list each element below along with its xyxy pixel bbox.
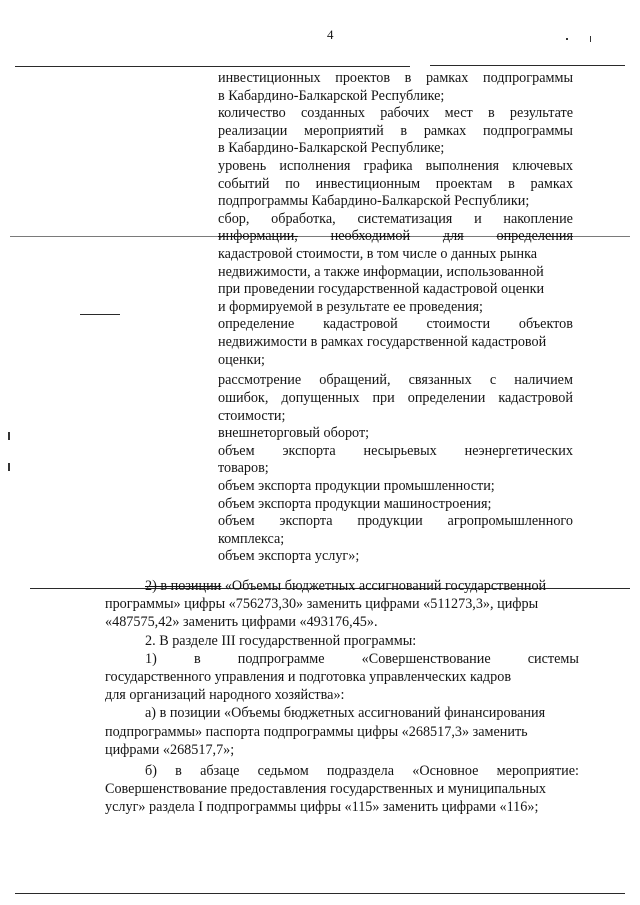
- word: инвестиционным: [315, 175, 421, 192]
- word: подпрограммы: [482, 122, 573, 139]
- word: рамках: [425, 70, 469, 86]
- scan-line: [15, 66, 410, 67]
- word: выполнения: [425, 157, 500, 174]
- text-line: недвижимости в рамках государственной кадастровой: [218, 333, 547, 350]
- scan-line: [80, 314, 120, 315]
- word: информации,: [218, 228, 298, 245]
- word: рамках: [530, 175, 573, 192]
- word: мероприятие:: [496, 762, 579, 779]
- word: обработка,: [271, 210, 336, 227]
- word: подпрограмме: [237, 650, 325, 667]
- word: продукции: [357, 513, 423, 530]
- text-line: товаров;: [218, 460, 269, 477]
- word: абзаце: [200, 762, 240, 779]
- word: объем: [218, 442, 255, 459]
- word: ключевых: [512, 157, 573, 174]
- text-line: [218, 123, 573, 141]
- indicator-list: [218, 70, 573, 566]
- text-line: [218, 390, 573, 408]
- word: кадастровой: [498, 390, 573, 407]
- page-number: 4: [327, 27, 334, 42]
- text-line: «487575,42» заменить цифрами «493176,45».: [105, 614, 378, 631]
- text-line: подпрограммы» паспорта подпрограммы цифры «268517,3» заменить: [105, 723, 528, 740]
- text-line: государственного управления и подготовка управленческих кадров: [105, 668, 512, 685]
- text-line: кадастровой стоимости, в том числе о данных рынка: [218, 245, 538, 262]
- scan-mark: [566, 38, 568, 40]
- text-line: при проведении государственной кадастровой оценки: [218, 281, 545, 298]
- word: результате: [509, 105, 573, 122]
- word: объем: [218, 513, 255, 530]
- scan-mark: [8, 432, 10, 440]
- word: агропромышленного: [447, 513, 573, 530]
- scan-line: [15, 893, 625, 894]
- scan-mark: [8, 463, 10, 471]
- word: в: [508, 175, 515, 192]
- text-line: [105, 577, 579, 595]
- word: проектов: [335, 70, 391, 86]
- text-line: и формируемой в результате ее проведения;: [218, 298, 483, 315]
- scan-line: [430, 65, 625, 66]
- word: неэнергетических: [464, 442, 573, 459]
- word: седьмом: [257, 762, 309, 779]
- word: в: [193, 650, 201, 667]
- text-line: [105, 762, 579, 780]
- text-line: [218, 105, 573, 123]
- word: в: [400, 122, 408, 139]
- scan-mark: [590, 36, 591, 42]
- text-line: [105, 650, 579, 668]
- text-line: подпрограммы Кабардино-Балкарской Республики;: [218, 193, 530, 210]
- word: подраздела: [326, 762, 395, 779]
- word: 1): [145, 650, 157, 667]
- word: и: [474, 210, 482, 227]
- text-line: недвижимости, а также информации, использованной: [218, 263, 544, 280]
- text-line: объем экспорта продукции машиностроения;: [218, 495, 492, 512]
- text-line: [218, 443, 573, 461]
- text-line: а) в позиции «Объемы бюджетных ассигнований финансирования: [145, 705, 546, 722]
- word: кадастровой: [323, 316, 398, 333]
- word: инвестиционных: [218, 70, 321, 86]
- text-line: услуг» раздела I подпрограммы цифры «115» заменить цифрами «116»;: [105, 799, 539, 816]
- text-line: для организаций народного хозяйства»:: [105, 687, 345, 704]
- word: событий: [218, 175, 270, 192]
- word: мероприятий: [304, 122, 384, 139]
- word: экспорта: [282, 442, 336, 459]
- word: объектов: [518, 316, 573, 333]
- word: по: [285, 175, 300, 192]
- text-line: внешнеторговый оборот;: [218, 425, 370, 442]
- word: обращений,: [319, 372, 391, 389]
- word: для: [442, 228, 464, 245]
- word: подпрограммы: [483, 70, 573, 86]
- text-line: [218, 176, 573, 194]
- struck-text: 2) в позиции: [145, 578, 222, 594]
- text-line: [218, 70, 573, 88]
- word: сбор,: [218, 210, 250, 227]
- word: уровень: [218, 157, 267, 174]
- word: реализации: [218, 122, 288, 139]
- word: «Основное: [412, 762, 479, 779]
- text-line: в Кабардино-Балкарской Республике;: [218, 140, 445, 157]
- word: экспорта: [279, 513, 333, 530]
- word: при: [372, 390, 395, 407]
- word: в: [487, 105, 495, 122]
- word: графика: [363, 157, 413, 174]
- text-line: программы» цифры «756273,30» заменить цифрами «511273,3», цифры: [105, 596, 539, 613]
- word: мест: [444, 105, 473, 122]
- word: созданных: [300, 105, 366, 122]
- text-line: [218, 316, 573, 334]
- word: рассмотрение: [218, 372, 302, 389]
- text-line: [218, 211, 573, 229]
- word: исполнения: [279, 157, 351, 174]
- text-line: оценки;: [218, 351, 266, 368]
- word: системы: [527, 650, 579, 667]
- word: рамках: [423, 122, 467, 139]
- word: проектам: [435, 175, 493, 192]
- text-line: стоимости;: [218, 407, 286, 424]
- word: определение: [218, 316, 295, 333]
- word: рабочих: [380, 105, 430, 122]
- text-line: [218, 228, 573, 246]
- word: б): [145, 762, 157, 779]
- word: в: [175, 762, 182, 779]
- word: наличием: [514, 372, 573, 389]
- text-line: [218, 158, 573, 176]
- word: в: [404, 70, 412, 86]
- text-line: [218, 513, 573, 531]
- text-line: 2. В разделе III государственной программы:: [145, 632, 417, 649]
- word: систематизация: [357, 210, 453, 227]
- word: необходимой: [330, 228, 411, 245]
- word: допущенных: [281, 390, 360, 407]
- word: количество: [218, 105, 286, 122]
- text-line: цифрами «268517,7»;: [105, 741, 235, 758]
- word: накопление: [503, 210, 573, 227]
- word: связанных: [408, 372, 472, 389]
- text-line: в Кабардино-Балкарской Республике;: [218, 87, 445, 104]
- word: с: [489, 372, 497, 389]
- word: несырьевых: [363, 442, 437, 459]
- word: ошибок,: [218, 390, 269, 407]
- word: определения: [496, 228, 573, 245]
- text-line: объем экспорта продукции промышленности;: [218, 478, 495, 495]
- amendments-text: [105, 577, 579, 816]
- word: «Совершенствование: [361, 650, 491, 667]
- word: стоимости: [426, 316, 491, 333]
- text-line: [218, 372, 573, 390]
- text-line: Совершенствование предоставления государственных и муниципальных: [105, 781, 546, 798]
- word: определении: [407, 390, 486, 407]
- text-line: объем экспорта услуг»;: [218, 548, 360, 565]
- line-text: «Объемы бюджетных ассигнований государственной: [221, 578, 547, 594]
- text-line: комплекса;: [218, 530, 285, 547]
